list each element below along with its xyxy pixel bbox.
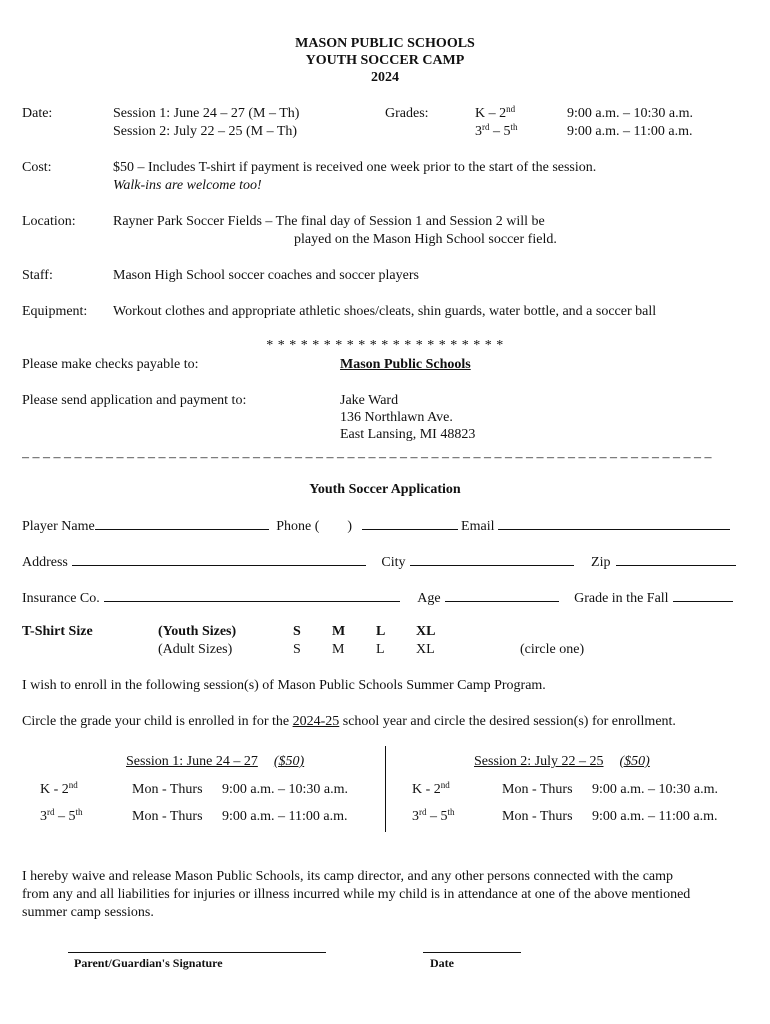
s2-grade-3-5[interactable]: 3rd – 5th bbox=[412, 807, 455, 824]
mail-name: Jake Ward bbox=[340, 393, 399, 408]
address-row bbox=[22, 553, 736, 571]
location-label: Location: bbox=[22, 214, 76, 229]
guardian-signature-label: Parent/Guardian's Signature bbox=[74, 956, 223, 970]
youth-size-m[interactable]: M bbox=[332, 624, 346, 639]
s1-grade-k-2[interactable]: K - 2nd bbox=[40, 780, 78, 797]
insurance-field[interactable] bbox=[104, 589, 400, 602]
date-signature-label: Date bbox=[430, 956, 454, 970]
cost-note: Walk-ins are welcome too! bbox=[113, 178, 262, 193]
grade-k-2: K – 2nd bbox=[475, 104, 516, 121]
youth-size-xl[interactable]: XL bbox=[416, 624, 436, 639]
adult-size-xl[interactable]: XL bbox=[416, 642, 435, 657]
location-text-2: played on the Mason High School soccer field. bbox=[294, 232, 557, 247]
session-divider bbox=[385, 746, 386, 832]
phone-label: Phone ( bbox=[276, 519, 320, 534]
age-field[interactable] bbox=[445, 589, 559, 602]
adult-size-s[interactable]: S bbox=[293, 642, 301, 657]
grades-label: Grades: bbox=[385, 106, 429, 121]
date-signature-line[interactable] bbox=[423, 952, 521, 953]
time-3-5: 9:00 a.m. – 11:00 a.m. bbox=[567, 124, 693, 139]
equipment-label: Equipment: bbox=[22, 304, 88, 319]
waiver-line-1: I hereby waive and release Mason Public Schools, its camp director, and any other persons connected with the camp bbox=[22, 869, 674, 884]
enroll-statement: I wish to enroll in the following session(s) of Mason Public Schools Summer Camp Program. bbox=[22, 678, 546, 693]
cut-line: – – – – – – – – – – – – – – – – – – – – – – – – – – – – – – – – – – – – – – – – – – – – – – – – – – – – – – – – – – – – – – – – – – bbox=[22, 450, 712, 465]
s1-time-k: 9:00 a.m. – 10:30 a.m. bbox=[222, 782, 348, 797]
s1-days-3: Mon - Thurs bbox=[132, 809, 203, 824]
youth-size-s[interactable]: S bbox=[293, 624, 301, 639]
circle-one-note: (circle one) bbox=[520, 642, 585, 657]
player-name-row bbox=[22, 517, 730, 535]
zip-field[interactable] bbox=[616, 553, 736, 566]
city-field[interactable] bbox=[410, 553, 574, 566]
s1-time-3: 9:00 a.m. – 11:00 a.m. bbox=[222, 809, 348, 824]
circle-instructions: Circle the grade your child is enrolled in for the 2024-25 school year and circle the desired session(s) for enrollment. bbox=[22, 714, 676, 729]
mail-city: East Lansing, MI 48823 bbox=[340, 427, 476, 442]
mail-street: 136 Northlawn Ave. bbox=[340, 410, 453, 425]
session-1-date: Session 1: June 24 – 27 (M – Th) bbox=[113, 106, 300, 121]
phone-field[interactable] bbox=[362, 517, 458, 530]
tshirt-size-label: T-Shirt Size bbox=[22, 624, 93, 639]
zip-label: Zip bbox=[591, 555, 611, 570]
cost-label: Cost: bbox=[22, 160, 52, 175]
header-line-1: MASON PUBLIC SCHOOLS bbox=[295, 36, 475, 51]
adult-size-l[interactable]: L bbox=[376, 642, 385, 657]
youth-sizes-label: (Youth Sizes) bbox=[158, 624, 237, 639]
s1-grade-3-5[interactable]: 3rd – 5th bbox=[40, 807, 83, 824]
insurance-label: Insurance Co. bbox=[22, 591, 100, 606]
cost-text: $50 – Includes T-shirt if payment is received one week prior to the start of the session. bbox=[113, 160, 597, 175]
header-line-2: YOUTH SOCCER CAMP bbox=[305, 53, 465, 68]
star-divider: * * * * * * * * * * * * * * * * * * * * * bbox=[266, 338, 504, 353]
grade-fall-label: Grade in the Fall bbox=[574, 591, 669, 606]
address-label: Address bbox=[22, 555, 68, 570]
email-field[interactable] bbox=[498, 517, 730, 530]
session-2-date: Session 2: July 22 – 25 (M – Th) bbox=[113, 124, 298, 139]
player-name-label: Player Name bbox=[22, 519, 95, 534]
application-title: Youth Soccer Application bbox=[309, 482, 461, 497]
city-label: City bbox=[381, 555, 406, 570]
email-label: Email bbox=[461, 519, 495, 534]
staff-text: Mason High School soccer coaches and soccer players bbox=[113, 268, 419, 283]
adult-sizes-label: (Adult Sizes) bbox=[158, 642, 233, 657]
waiver-line-2: from any and all liabilities for injuries or illness incurred while my child is in attendance at one of the above mentioned bbox=[22, 887, 691, 902]
grade-3-5: 3rd – 5th bbox=[475, 122, 518, 139]
s2-days-3: Mon - Thurs bbox=[502, 809, 573, 824]
session-1-heading[interactable]: Session 1: June 24 – 27 ($50) bbox=[126, 754, 305, 769]
s2-days-k: Mon - Thurs bbox=[502, 782, 573, 797]
equipment-text: Workout clothes and appropriate athletic shoes/cleats, shin guards, water bottle, and a soccer ball bbox=[113, 304, 657, 319]
age-label: Age bbox=[417, 591, 441, 606]
phone-close: ) bbox=[347, 519, 353, 534]
session-2-heading[interactable]: Session 2: July 22 – 25 ($50) bbox=[474, 754, 650, 769]
time-k-2: 9:00 a.m. – 10:30 a.m. bbox=[567, 106, 693, 121]
youth-size-l[interactable]: L bbox=[376, 624, 386, 639]
staff-label: Staff: bbox=[22, 268, 53, 283]
s2-time-k: 9:00 a.m. – 10:30 a.m. bbox=[592, 782, 718, 797]
checks-payable-label: Please make checks payable to: bbox=[22, 357, 199, 372]
waiver-line-3: summer camp sessions. bbox=[22, 905, 154, 920]
player-name-field[interactable] bbox=[95, 517, 269, 530]
grade-fall-field[interactable] bbox=[673, 589, 733, 602]
guardian-signature-line[interactable] bbox=[68, 952, 326, 953]
s1-days-k: Mon - Thurs bbox=[132, 782, 203, 797]
checks-payable-value: Mason Public Schools bbox=[340, 357, 471, 372]
adult-size-m[interactable]: M bbox=[332, 642, 345, 657]
address-field[interactable] bbox=[72, 553, 366, 566]
date-label: Date: bbox=[22, 106, 53, 121]
s2-time-3: 9:00 a.m. – 11:00 a.m. bbox=[592, 809, 718, 824]
location-text: Rayner Park Soccer Fields – The final day of Session 1 and Session 2 will be bbox=[113, 214, 545, 229]
insurance-row bbox=[22, 589, 733, 607]
send-application-label: Please send application and payment to: bbox=[22, 393, 247, 408]
header-line-3: 2024 bbox=[371, 70, 399, 85]
s2-grade-k-2[interactable]: K - 2nd bbox=[412, 780, 450, 797]
